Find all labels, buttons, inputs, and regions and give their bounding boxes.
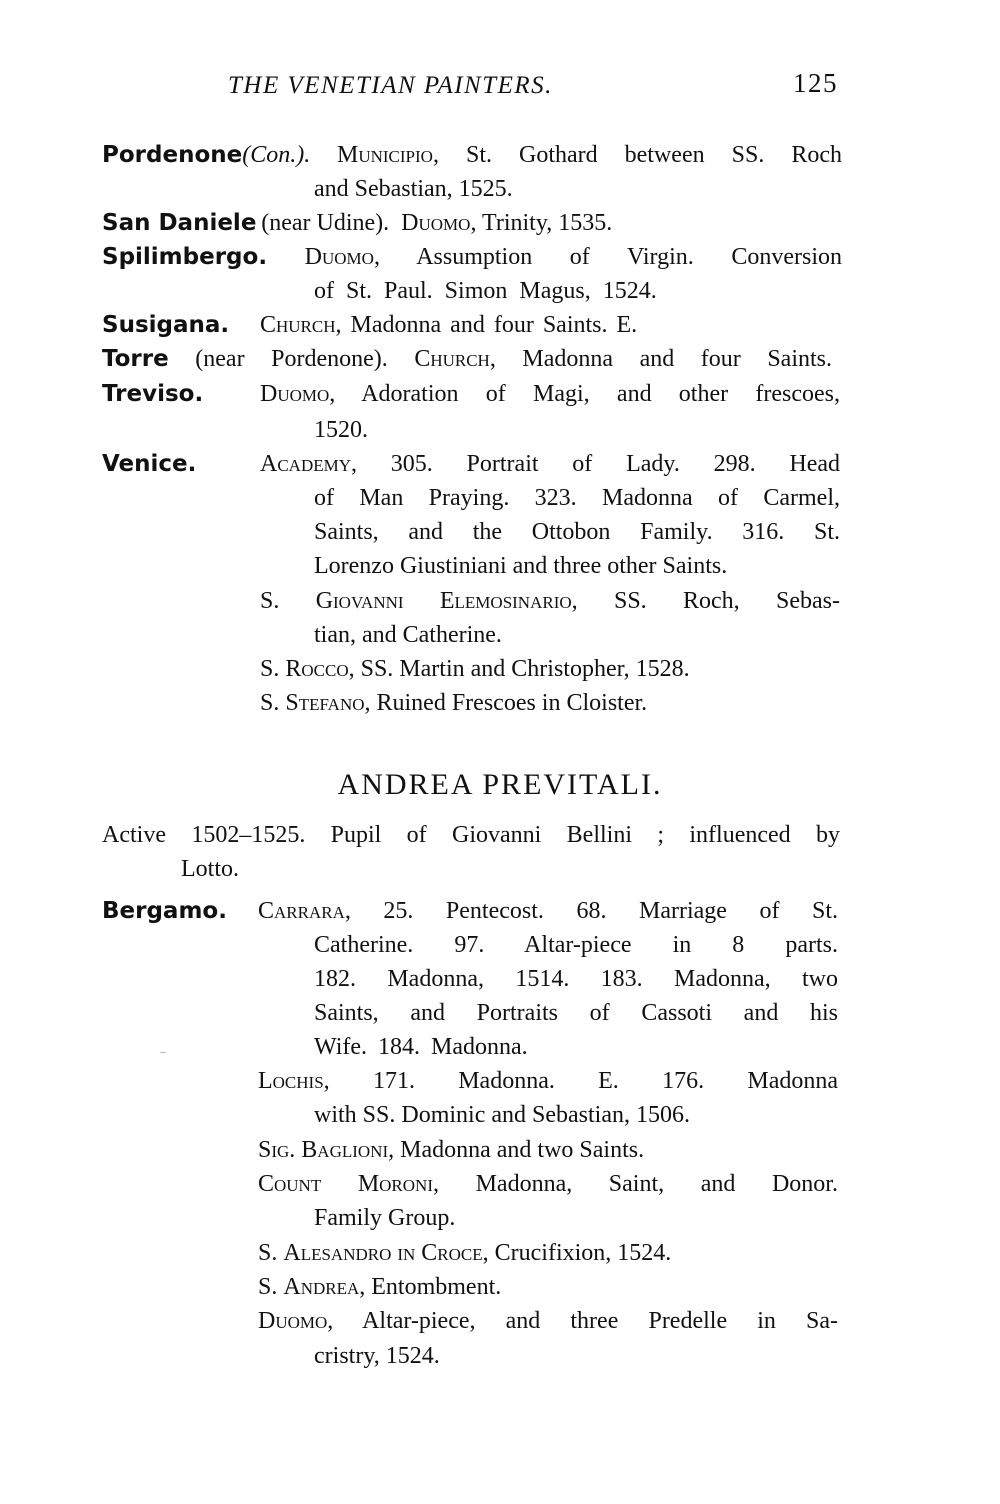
place-name: Susigana. [102,312,230,338]
entry-line: Church, Madonna and four Saints. E. [260,312,638,338]
entry-line: 1520. [314,417,368,443]
entry-line: Lochis, 171. Madonna. E. 176. Madonna [258,1068,838,1094]
place-name: San Daniele [102,210,257,236]
entry-line: with SS. Dominic and Sebastian, 1506. [314,1102,690,1128]
entry-line: of Man Praying. 323. Madonna of Carmel, [314,485,840,511]
entry-bergamo [102,898,227,925]
entry-venice [102,451,196,478]
entry-line: S. Giovanni Elemosinario, SS. Roch, Sebas- [260,588,840,614]
running-head [228,66,838,106]
entry-line: and Sebastian, 1525. [314,176,513,202]
entry-line: of St. Paul. Simon Magus, 1524. [314,278,657,304]
entry-susigana [102,312,229,339]
entry-line: Saints, and the Ottobon Family. 316. St. [314,519,840,545]
entry-spilimbergo: Spilimbergo. Duomo, Assumption of Virgin. Conversion [102,244,842,270]
place-note: (near Udine). [261,210,390,236]
entry-line: S. Andrea, Entombment. [258,1274,502,1300]
entry-line: Count Moroni, Madonna, Saint, and Donor. [258,1171,838,1197]
page-speck [160,1052,166,1053]
entry-line: S. Alesandro in Croce, Crucifixion, 1524. [258,1240,672,1266]
page-number: 125 [793,68,838,98]
place-name: Pordenone [102,142,243,168]
entry-line: Sig. Baglioni, Madonna and two Saints. [258,1137,645,1163]
place-note: (near Pordenone). [195,346,388,372]
entry-line: Duomo, Adoration of Magi, and other frescoes, [260,381,840,407]
entry-torre: Torre (near Pordenone). Church, Madonna and four Saints. [102,346,832,372]
place-name: Spilimbergo. [102,244,268,270]
entry-line: Lorenzo Giustiniani and three other Saints. [314,553,728,579]
artist-intro: Active 1502–1525. Pupil of Giovanni Bellini ; influenced by [102,822,840,848]
entry-line: Carrara, 25. Pentecost. 68. Marriage of St. [258,898,838,924]
artist-intro-cont: Lotto. [181,856,239,882]
entry-line: Municipio, St. Gothard between SS. Roch [337,142,842,168]
entry-line: cristry, 1524. [314,1343,440,1369]
place-name: Torre [102,346,169,372]
place-name: Treviso. [102,381,204,407]
place-name: Bergamo. [102,898,227,924]
entry-line: Academy, 305. Portrait of Lady. 298. Head [260,451,840,477]
running-title: THE VENETIAN PAINTERS. [228,72,553,99]
entry-line: 182. Madonna, 1514. 183. Madonna, two [314,966,838,992]
entry-line: Catherine. 97. Altar-piece in 8 parts. [314,932,838,958]
entry-line: S. Stefano, Ruined Frescoes in Cloister. [260,690,648,716]
entry-line: Wife. 184. Madonna. [314,1034,528,1060]
entry-pordenone-place [102,142,310,169]
entry-line: S. Rocco, SS. Martin and Christopher, 1528. [260,656,690,682]
section-heading: ANDREA PREVITALI. [337,768,663,801]
entry-line: Duomo, Altar-piece, and three Predelle in Sa- [258,1308,838,1334]
entry-treviso [102,381,203,408]
entry-line: tian, and Catherine. [314,622,502,648]
entry-line: Family Group. [314,1205,456,1231]
entry-line: Saints, and Portraits of Cassoti and his [314,1000,838,1026]
place-note: (Con.). [242,142,311,168]
entry-san-daniele: San Daniele (near Udine). Duomo, Trinity, 1535. [102,210,613,236]
place-name: Venice. [102,451,197,477]
